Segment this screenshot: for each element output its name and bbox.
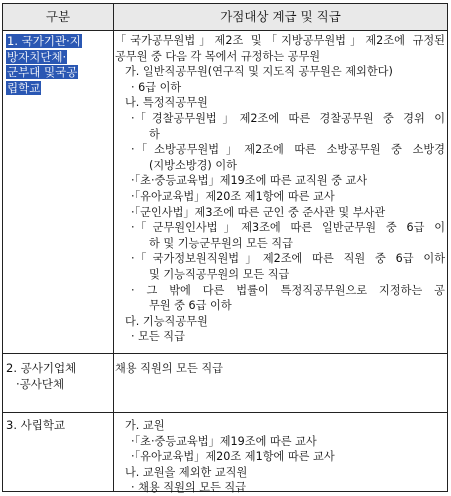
- rank-line: (지방소방경) 이하: [149, 158, 237, 172]
- rank-line: 나. 교원을 제외한 교직원: [125, 465, 248, 479]
- rank-line: 및 기능직공무원의 모든 직급: [149, 267, 290, 281]
- rank-line: ·「유아교육법」제20조 제1항에 따른 교사: [131, 189, 335, 203]
- rank-line: 하 및 기능군무원의 모든 직급: [149, 236, 293, 250]
- rank-line: 하: [149, 127, 160, 141]
- rank-line: 가. 일반직공무원(연구직 및 지도직 공무원은 제외한다): [125, 65, 393, 79]
- category-line: ·공사단체: [16, 376, 65, 391]
- rank-line: ·「국가정보원직원법」제2조에 따른 직원 중 6급 이하: [131, 252, 445, 266]
- rank-line: 다. 기능직공무원: [125, 314, 208, 328]
- rank-line: 가. 교원: [125, 419, 165, 432]
- rank-line: ·「경찰공무원법」제2조에 따른 경찰공무원 중 경위 이: [131, 111, 445, 125]
- rank-line: ·「초·중등교육법」제19조에 따른 교사: [131, 434, 317, 448]
- category-line: 3. 사립학교: [6, 418, 66, 432]
- row-divider: [3, 353, 447, 354]
- rank-line: 무원 중 6급 이하: [149, 299, 232, 313]
- column-divider: [113, 4, 114, 491]
- category-row-1: [3, 31, 113, 96]
- rank-line: · 6급 이하: [131, 80, 182, 94]
- rank-line: ·「초·중등교육법」제19조에 따른 교직원 중 교사: [131, 174, 368, 188]
- table-header: [3, 4, 447, 31]
- rank-line: · 모든 직급: [131, 330, 185, 344]
- rank-line: · 그 밖에 다른 법률이 특정직공무원으로 지정하는 공: [131, 283, 445, 297]
- eligibility-table: [2, 3, 448, 495]
- category-line: 군부대 및국공: [7, 65, 78, 79]
- header-category: 구분: [45, 9, 71, 24]
- rank-line: ·「군인사법」제3조에 따른 군인 중 준사관 및 부사관: [131, 205, 386, 219]
- ranks-row-2: [115, 358, 447, 377]
- ranks-row-3: [115, 416, 447, 496]
- rank-line: · 채용 직원의 모든 직급: [131, 481, 247, 495]
- row-divider: [3, 412, 447, 413]
- rank-line: ·「유아교육법」제20조 제1항에 따른 교사: [131, 450, 335, 464]
- rank-line: ·「소방공무원법」제2조에 따른 소방공무원 중 소방경: [131, 143, 445, 157]
- header-eligible-ranks: 가점대상 계급 및 직급: [220, 9, 341, 24]
- ranks-row-1: [115, 33, 447, 345]
- category-row-3: [3, 416, 113, 434]
- category-line: 립학교: [7, 80, 41, 95]
- category-line: 방자치단체·: [7, 49, 67, 64]
- rank-line: 공무원 중 다음 각 목에서 규정하는 공무원: [115, 49, 321, 63]
- rank-line: ·「군무원인사법」제3조에 따른 일반군무원 중 6급 이: [131, 221, 445, 235]
- rank-line: 나. 특정직공무원: [125, 96, 208, 110]
- rank-line: 채용 직원의 모든 직급: [115, 362, 223, 375]
- category-row-2: [3, 358, 113, 392]
- category-line: 1. 국가기관·지: [7, 34, 81, 48]
- category-line: 2. 공사기업체: [6, 361, 77, 375]
- rank-line: 「국가공무원법」제2조 및「지방공무원법」제2조에 규정된: [115, 34, 445, 47]
